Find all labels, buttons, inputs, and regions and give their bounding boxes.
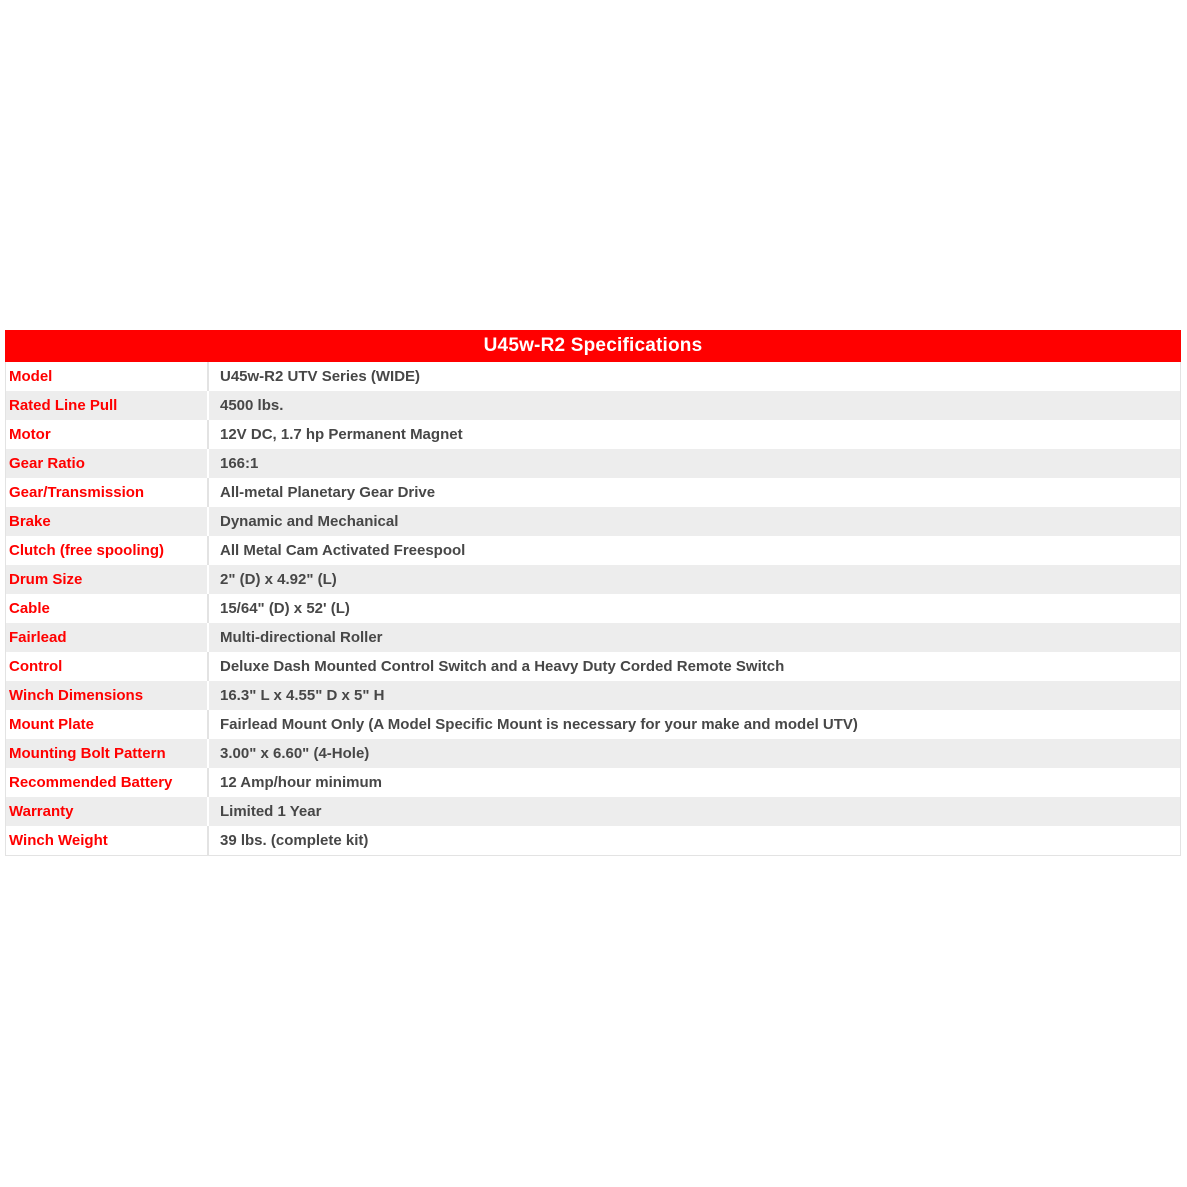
spec-row — [6, 739, 1180, 768]
specifications-table — [5, 330, 1181, 856]
spec-row — [6, 623, 1180, 652]
spec-value: 166:1 — [220, 455, 259, 472]
spec-value: 4500 lbs. — [220, 397, 284, 414]
spec-label: Gear Ratio — [9, 455, 85, 472]
spec-label: Motor — [9, 426, 51, 443]
spec-label: Mounting Bolt Pattern — [9, 745, 166, 762]
spec-row — [6, 652, 1180, 681]
spec-label: Fairlead — [9, 629, 67, 646]
spec-value: Multi-directional Roller — [220, 629, 383, 646]
spec-label: Drum Size — [9, 571, 83, 588]
spec-value: 39 lbs. (complete kit) — [220, 832, 369, 849]
spec-row — [6, 768, 1180, 797]
spec-row — [6, 507, 1180, 536]
spec-value: All Metal Cam Activated Freespool — [220, 542, 466, 559]
spec-row — [6, 565, 1180, 594]
spec-row — [6, 536, 1180, 565]
spec-label: Winch Weight — [9, 832, 108, 849]
table-title: U45w-R2 Specifications — [5, 330, 1181, 362]
spec-label: Control — [9, 658, 63, 675]
spec-value: All-metal Planetary Gear Drive — [220, 484, 436, 501]
spec-row — [6, 797, 1180, 826]
spec-label: Brake — [9, 513, 51, 530]
spec-label: Gear/Transmission — [9, 484, 145, 501]
spec-value: 15/64" (D) x 52' (L) — [220, 600, 350, 617]
spec-row — [6, 710, 1180, 739]
spec-value: Dynamic and Mechanical — [220, 513, 399, 530]
spec-label: Clutch (free spooling) — [9, 542, 164, 559]
spec-row — [6, 594, 1180, 623]
spec-label: Rated Line Pull — [9, 397, 118, 414]
spec-value: 12 Amp/hour minimum — [220, 774, 382, 791]
spec-value: Deluxe Dash Mounted Control Switch and a Heavy Duty Corded Remote Switch — [220, 658, 785, 675]
spec-label: Winch Dimensions — [9, 687, 144, 704]
spec-label: Warranty — [9, 803, 74, 820]
spec-row — [6, 391, 1180, 420]
spec-row — [6, 420, 1180, 449]
spec-row — [6, 826, 1180, 855]
spec-rows — [6, 362, 1180, 855]
spec-value: Fairlead Mount Only (A Model Specific Mount is necessary for your make and model UTV) — [220, 716, 858, 733]
spec-value: U45w-R2 UTV Series (WIDE) — [220, 368, 421, 385]
spec-value: 16.3" L x 4.55" D x 5" H — [220, 687, 385, 704]
spec-label: Recommended Battery — [9, 774, 173, 791]
spec-row — [6, 449, 1180, 478]
spec-row — [6, 681, 1180, 710]
spec-row — [6, 362, 1180, 391]
spec-label: Mount Plate — [9, 716, 94, 733]
spec-value: Limited 1 Year — [220, 803, 322, 820]
spec-value: 3.00" x 6.60" (4-Hole) — [220, 745, 370, 762]
spec-label: Model — [9, 368, 53, 385]
spec-row — [6, 478, 1180, 507]
spec-value: 2" (D) x 4.92" (L) — [220, 571, 337, 588]
spec-label: Cable — [9, 600, 50, 617]
spec-value: 12V DC, 1.7 hp Permanent Magnet — [220, 426, 463, 443]
